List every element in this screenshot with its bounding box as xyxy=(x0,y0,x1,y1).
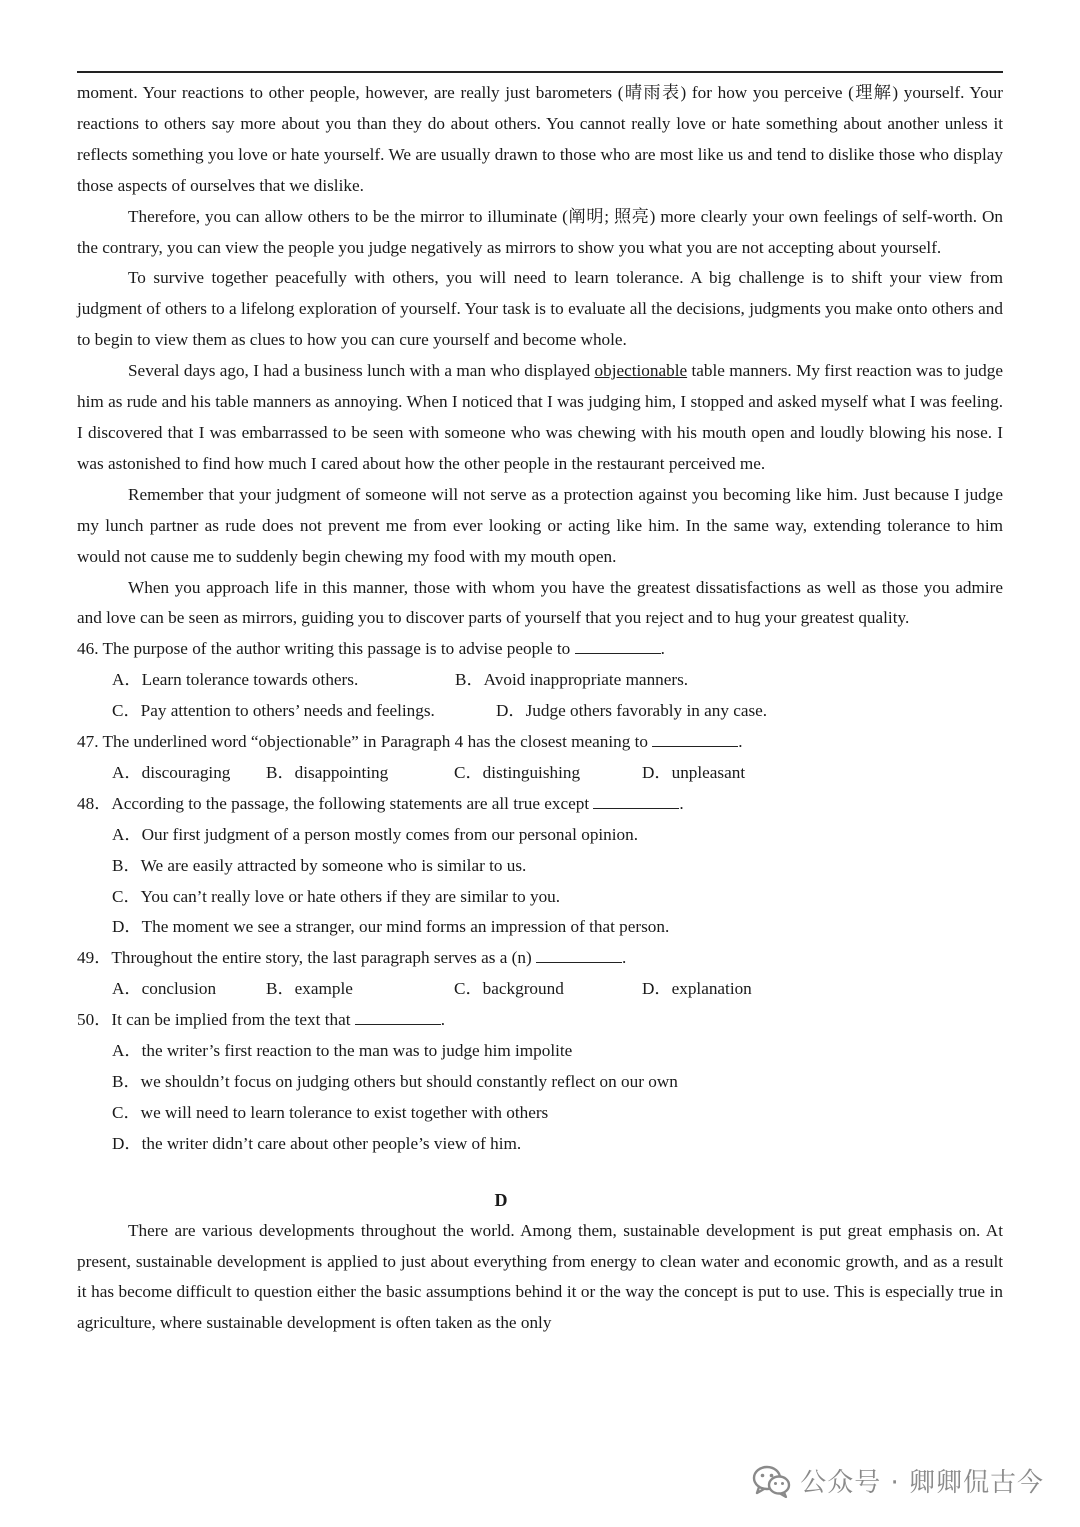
option-a: A．Learn tolerance towards others. xyxy=(112,670,359,690)
question-47-stem: 47. The underlined word “objectionable” in Paragraph 4 has the closest meaning to xyxy=(77,732,648,752)
option-b: B．Avoid inappropriate manners. xyxy=(455,670,689,690)
question-50-end: . xyxy=(440,1010,446,1030)
question-50 xyxy=(77,1005,1003,1036)
question-47 xyxy=(77,727,1003,758)
question-47-end: . xyxy=(738,732,743,752)
question-49-stem: 49．Throughout the entire story, the last paragraph serves as a (n) xyxy=(77,948,532,968)
option-b: B．disappointing xyxy=(266,762,389,782)
paragraph-c-3 xyxy=(77,356,1003,480)
question-48-end: . xyxy=(679,793,684,813)
option-d: D．unpleasant xyxy=(642,762,746,782)
question-48 xyxy=(77,789,1003,820)
option-d: D．the writer didn’t care about other people’s view of him. xyxy=(112,1133,522,1153)
wechat-icon xyxy=(752,1464,792,1498)
paragraph-c-5: When you approach life in this manner, those with whom you have the greatest dissatisfactions as well as those you admire and love can be seen as mirrors, guiding you to discover parts of yourself that you reject and to hug your greatest quality. xyxy=(77,577,1003,628)
question-50-stem: 50．It can be implied from the text that xyxy=(77,1010,351,1030)
question-49-options xyxy=(112,974,1003,1005)
option-a: A．Our first judgment of a person mostly comes from our personal opinion. xyxy=(112,824,639,844)
answer-blank xyxy=(355,1010,441,1025)
option-c: C．background xyxy=(454,979,564,999)
option-c: C．Pay attention to others’ needs and feelings. xyxy=(112,701,435,721)
underlined-word: objectionable xyxy=(594,361,688,381)
answer-blank xyxy=(652,732,738,747)
option-a: A．the writer’s first reaction to the man was to judge him impolite xyxy=(112,1041,573,1061)
option-d: D．The moment we see a stranger, our mind forms an impression of that person. xyxy=(112,917,670,937)
option-c: C．we will need to learn tolerance to exist together with others xyxy=(112,1102,549,1122)
option-c: C．distinguishing xyxy=(454,762,581,782)
header-rule xyxy=(77,71,1003,73)
question-46-end: . xyxy=(660,639,665,659)
watermark xyxy=(752,1462,1044,1499)
option-a: A．discouraging xyxy=(112,762,231,782)
watermark-text: 公众号 · 卿卿侃古今 xyxy=(800,1468,1044,1498)
question-49 xyxy=(77,943,1003,974)
paragraph-c-3-after: table manners. My first reaction was to judge him as rude and his table manners as annoying. When I noticed that I was judging him, I stopped and asked myself what I was feeling. I discovered that I was embarrassed to be seen with someone who was chewing with his mouth open and loudly blowing his nose. I was astonished to find how much I cared about how the other people in the restaurant perceived me. xyxy=(77,361,1003,473)
option-c: C．You can’t really love or hate others if they are similar to you. xyxy=(112,886,561,906)
option-d: D．explanation xyxy=(642,979,752,999)
question-47-options xyxy=(112,758,1003,789)
paragraph-d-0: There are various developments throughout the world. Among them, sustainable development is put great emphasis on. At present, sustainable development is applied to just about everything from energy to clean water and economic growth, and as a result it has become difficult to question either the basic assumptions behind it or the way the concept is put to use. This is especially true in agriculture, where sustainable development is often taken as the only xyxy=(77,1220,1003,1333)
answer-blank xyxy=(593,794,679,809)
question-46-options-row-2 xyxy=(112,696,1003,727)
paragraph-c-1: Therefore, you can allow others to be the mirror to illuminate (阐明; 照亮) more clearly your own feelings of self-worth. On the contrary, you can view the people you judge negatively as mirrors to show you what you are not accepting about yourself. xyxy=(77,206,1003,257)
option-d: D．Judge others favorably in any case. xyxy=(496,701,768,721)
document-page xyxy=(77,78,1003,1339)
answer-blank xyxy=(575,639,661,654)
option-b: B．we shouldn’t focus on judging others but should constantly reflect on our own xyxy=(112,1072,678,1091)
question-46-stem: 46. The purpose of the author writing this passage is to advise people to xyxy=(77,639,571,659)
question-48-stem: 48．According to the passage, the following statements are all true except xyxy=(77,793,590,813)
option-b: B．example xyxy=(266,979,353,999)
option-a: A．conclusion xyxy=(112,979,217,999)
paragraph-c-3-before: Several days ago, I had a business lunch with a man who displayed xyxy=(128,361,595,381)
answer-blank xyxy=(536,948,622,963)
paragraph-c-0: moment. Your reactions to other people, however, are really just barometers (晴雨表) for how you perceive (理解) yourself. Your reactions to others say more about you than they do about others. You cannot really love or hate something about another unless it reflects something you love or hate yourself. We are usually drawn to those who are most like us and tend to dislike those who display those aspects of ourselves that we dislike. xyxy=(77,83,1003,195)
paragraph-c-2: To survive together peacefully with others, you will need to learn tolerance. A big challenge is to shift your view from judgment of others to a lifelong exploration of yourself. Your task is to evaluate all the decisions, judgments you make onto others and to begin to view them as clues to how you can cure yourself and become whole. xyxy=(77,268,1003,350)
question-49-end: . xyxy=(622,948,627,968)
option-b: B．We are easily attracted by someone who is similar to us. xyxy=(112,855,527,875)
section-d-title: D xyxy=(494,1189,508,1210)
question-46 xyxy=(77,634,1003,665)
question-46-options-row-1 xyxy=(112,665,1003,696)
paragraph-c-4: Remember that your judgment of someone will not serve as a protection against you becoming like him. Just because I judge my lunch partner as rude does not prevent me from ever looking or acting like him. In the same way, extending tolerance to him would not cause me to suddenly begin chewing my food with my mouth open. xyxy=(77,484,1003,566)
